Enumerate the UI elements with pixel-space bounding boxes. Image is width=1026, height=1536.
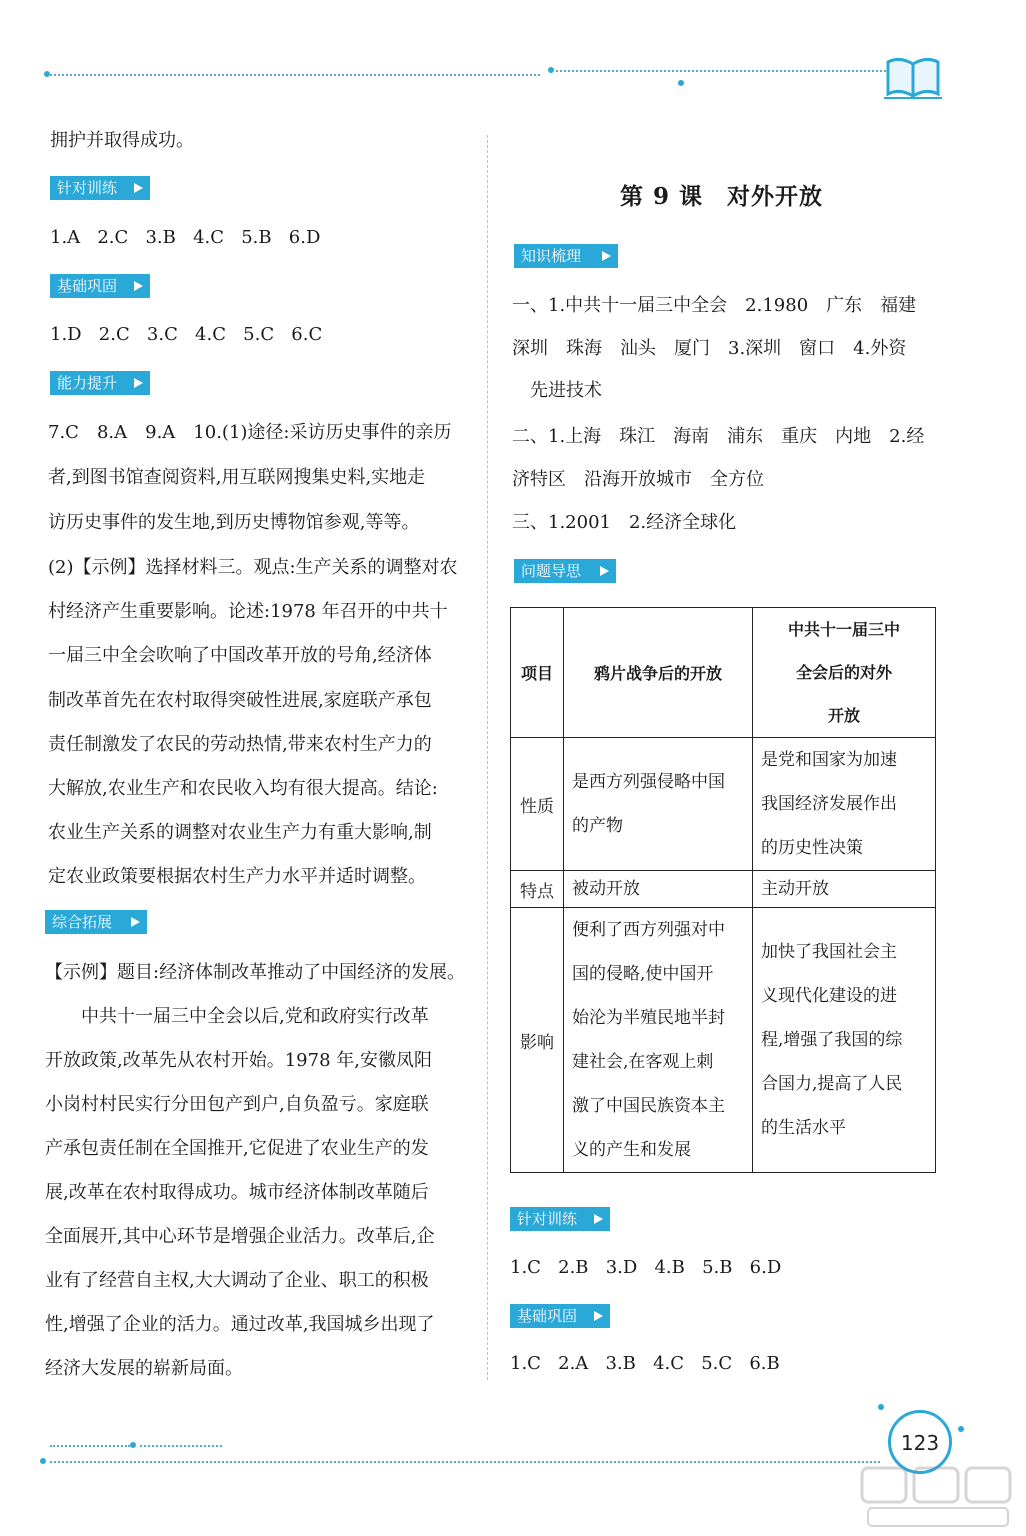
header-line: 开放: [827, 706, 860, 725]
table-header-cell: [753, 608, 936, 738]
answer: 1.C: [510, 1257, 541, 1278]
cell-line: 合国力,提高了人民: [761, 1074, 903, 1094]
answer: 4.B: [654, 1257, 685, 1278]
table-cell: [753, 871, 936, 908]
section-tag-targeted-practice: 针对训练: [510, 1207, 610, 1231]
answer: 5.B: [241, 227, 272, 248]
answer: 6.B: [749, 1353, 780, 1374]
text-line: 中共十一届三中全会以后,党和政府实行改革: [45, 1006, 429, 1027]
header-line: 中共十一届三中: [787, 620, 900, 639]
answer: 1.C: [510, 1353, 541, 1374]
cell-line: 始沦为半殖民地半封: [572, 1008, 725, 1028]
section-tag-question-guide: 问题导思: [514, 559, 616, 583]
text-line: 展,改革在农村取得成功。城市经济体制改革随后: [45, 1182, 429, 1203]
answer: 3.D: [605, 1257, 638, 1278]
cell-line: 义现代化建设的进: [761, 986, 897, 1006]
header-dot: [44, 71, 50, 77]
text-line: 产承包责任制在全国推开,它促进了农业生产的发: [45, 1138, 429, 1159]
answer: 4.C: [193, 227, 225, 248]
answer: 3.B: [145, 227, 176, 248]
cell-line: 国的侵略,使中国开: [572, 964, 714, 984]
footer-dotted-rule-lower: [50, 1461, 880, 1463]
cell-line: 是西方列强侵略中国: [572, 772, 725, 792]
section-tag-comprehensive-extension: 综合拓展: [45, 910, 147, 934]
table-header-cell: 项目: [511, 608, 564, 738]
answer: 2.B: [558, 1257, 589, 1278]
table-row: [511, 871, 936, 908]
text-line: 经济大发展的崭新局面。: [45, 1358, 243, 1379]
text-line: (2)【示例】选择材料三。观点:生产关系的调整对农: [48, 557, 458, 578]
table-cell: [564, 738, 753, 871]
text-line: 一届三中全会吹响了中国改革开放的号角,经济体: [48, 645, 432, 666]
answer: 5.C: [701, 1353, 733, 1374]
section-tag-basic-consolidation: 基础巩固: [50, 274, 150, 298]
text-line: 二、1.上海 珠江 海南 浦东 重庆 内地 2.经: [512, 426, 925, 447]
answer: 6.D: [288, 227, 321, 248]
cell-line: 便利了西方列强对中: [572, 920, 725, 940]
text-line: 【示例】题目:经济体制改革推动了中国经济的发展。: [45, 962, 466, 983]
answer: 5.B: [702, 1257, 733, 1278]
footer-dot: [958, 1426, 964, 1432]
text-line: 一、1.中共十一届三中全会 2.1980 广东 福建: [512, 295, 917, 316]
section-tag-basic-consolidation: 基础巩固: [510, 1304, 610, 1328]
text-line: 三、1.2001 2.经济全球化: [512, 512, 737, 533]
cell-line: 建社会,在客观上刺: [572, 1052, 714, 1072]
header-dot: [548, 67, 554, 73]
table-row: [511, 908, 936, 1173]
cell-line: 的产物: [572, 816, 623, 836]
text-line: 性,增强了企业的活力。通过改革,我国城乡出现了: [45, 1314, 435, 1335]
answer: 1.D: [50, 324, 82, 345]
table-cell: [753, 738, 936, 871]
text-line: 农业生产关系的调整对农业生产力有重大影响,制: [48, 822, 432, 843]
text-line: 大解放,农业生产和农民收入均有很大提高。结论:: [48, 778, 438, 799]
text-line: 7.C 8.A 9.A 10.(1)途径:采访历史事件的亲历: [48, 422, 452, 443]
cell-line: 的生活水平: [761, 1118, 846, 1138]
lesson-title: 第 9 课 对外开放: [620, 183, 824, 210]
text-line: 济特区 沿海开放城市 全方位: [512, 469, 764, 490]
section-tag-ability-improvement: 能力提升: [50, 371, 150, 395]
cell-line: 的历史性决策: [761, 838, 863, 858]
answer: 2.C: [98, 324, 130, 345]
cell-line: 程,增强了我国的综: [761, 1030, 903, 1050]
text-line: 开放政策,改革先从农村开始。1978 年,安徽凤阳: [45, 1050, 432, 1071]
cell-line: 加快了我国社会主: [761, 942, 897, 962]
header-line: 全会后的对外: [795, 663, 892, 682]
answer: 4.C: [653, 1353, 685, 1374]
answer-row: [510, 1353, 780, 1375]
header-dotted-rule-right: [556, 70, 886, 72]
answer: 1.A: [50, 227, 81, 248]
table-row-label: 影响: [511, 908, 564, 1173]
section-tag-knowledge-review: 知识梳理: [514, 244, 618, 268]
answer: 6.D: [749, 1257, 782, 1278]
table-cell: [564, 908, 753, 1173]
text-line: 制改革首先在农村取得突破性进展,家庭联产承包: [48, 690, 432, 711]
watermark-logo: [858, 1462, 1018, 1532]
text-line: 小岗村村民实行分田包产到户,自负盈亏。家庭联: [45, 1094, 429, 1115]
page-number: 123: [888, 1410, 952, 1474]
answer: 3.B: [605, 1353, 636, 1374]
table-header-cell: 鸦片战争后的开放: [564, 608, 753, 738]
table-row: [511, 608, 936, 738]
footer-dot: [130, 1442, 136, 1448]
cell-line: 是党和国家为加速: [761, 750, 897, 770]
text-line: 村经济产生重要影响。论述:1978 年召开的中共十: [48, 601, 448, 622]
text-line: 访历史事件的发生地,到历史博物馆参观,等等。: [48, 512, 420, 533]
answer-row: [50, 227, 320, 249]
section-tag-targeted-practice: 针对训练: [50, 176, 150, 200]
footer-dot: [40, 1458, 46, 1464]
footer-dot: [878, 1404, 884, 1410]
text-line: 定农业政策要根据农村生产力水平并适时调整。: [48, 866, 426, 887]
text-line: 者,到图书馆查阅资料,用互联网搜集史料,实地走: [48, 467, 426, 488]
table-row-label: 性质: [511, 738, 564, 871]
text-line: 责任制激发了农民的劳动热情,带来农村生产力的: [48, 734, 432, 755]
cell-line: 义的产生和发展: [572, 1140, 691, 1160]
answer: 3.C: [146, 324, 178, 345]
open-book-icon: [884, 54, 942, 100]
cell-line: 我国经济发展作出: [761, 794, 897, 814]
table-cell: [564, 871, 753, 908]
continued-text: 拥护并取得成功。: [50, 130, 194, 151]
answer: 4.C: [195, 324, 226, 345]
cell-line: 被动开放: [572, 879, 640, 899]
text-line: 深圳 珠海 汕头 厦门 3.深圳 窗口 4.外资: [512, 338, 907, 359]
table-row: [511, 738, 936, 871]
answer: 2.A: [558, 1353, 589, 1374]
answer: 6.C: [291, 324, 323, 345]
cell-line: 激了中国民族资本主: [572, 1096, 725, 1116]
comparison-table: [510, 607, 936, 1173]
text-line: 全面展开,其中心环节是增强企业活力。改革后,企: [45, 1226, 435, 1247]
table-cell: [753, 908, 936, 1173]
footer-dotted-rule-upper: [50, 1445, 130, 1447]
footer-dotted-rule-upper2: [140, 1445, 222, 1447]
answer: 5.C: [243, 324, 275, 345]
text-line: 先进技术: [512, 380, 602, 401]
table-row-label: 特点: [511, 871, 564, 908]
answer-row: [50, 324, 322, 346]
header-dot: [678, 80, 684, 86]
answer-row: [510, 1257, 781, 1279]
cell-line: 主动开放: [761, 879, 829, 899]
text-line: 业有了经营自主权,大大调动了企业、职工的积极: [45, 1270, 429, 1291]
answer: 2.C: [97, 227, 129, 248]
column-divider: [487, 135, 488, 1380]
header-dotted-rule-left: [50, 74, 540, 76]
